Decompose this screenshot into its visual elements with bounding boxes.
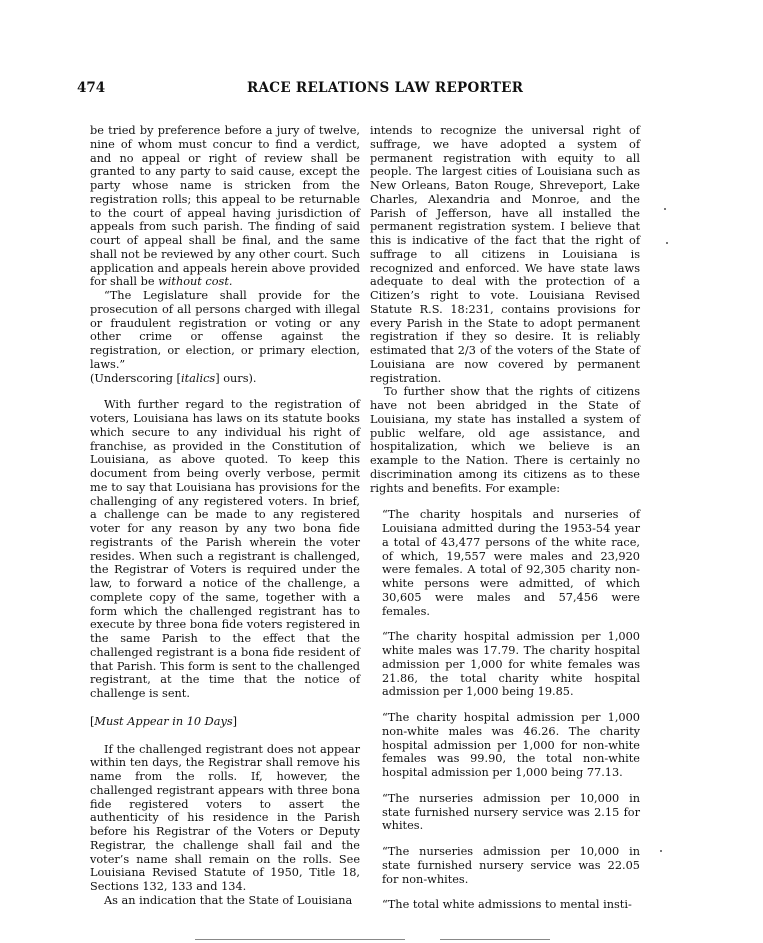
left-column (90, 124, 360, 908)
section-heading (90, 715, 360, 729)
paragraph-text: be tried by preference before a jury of twelve, nine of whom must concur to find a verdict, and no appeal or right of review shall be granted to any party to said cause, except the party whose name is stricken from the registration rolls; this appeal to be returnable to the court of appeal having jurisdiction of appeals from such parish. The finding of said court of appeal shall be final, and the same shall not be reviewed by any other court. Such application and appeals herein above provided for shall be (90, 124, 360, 289)
heading-text: Must Appear in 10 Days (94, 714, 233, 728)
bracket: [ (90, 714, 95, 728)
note-italic: italics (180, 371, 216, 385)
scan-speck (660, 850, 662, 852)
page-number: 474 (77, 80, 106, 96)
scan-edge-line (195, 939, 405, 940)
scan-speck (664, 208, 666, 210)
paragraph: If the challenged registrant does not appear within ten days, the Registrar shall remove his name from the rolls. If, however, the challenged registrant appears with three bona fide registered voters to assert the authenticity of his residence in the Parish before his Registrar of the Voters or Deputy Registrar, the challenge shall fail and the voter’s name shall remain on the rolls. See Louisiana Revised Statute of 1950, Title 18, Sections 132, 133 and 134. (90, 742, 360, 893)
paragraph (90, 124, 360, 289)
quoted-paragraph: “The charity hospitals and nurseries of Louisiana admitted during the 1953-54 year a total of 43,477 persons of the white race, of which, 19,557 were males and 23,920 were females. A total of 92,305 charity non-white persons were admitted, of which 30,605 were males and 57,456 were females. (382, 508, 640, 618)
paragraph: With further regard to the registration of voters, Louisiana has laws on its statute books which secure to any individual his right of franchise, as provided in the Constitution of Louisiana, as above quoted. To keep this document from being overly verbose, permit me to say that Louisiana has provisions for the challenging of any registered voters. In brief, a challenge can be made to any registered voter for any reason by any two bona fide registrants of the Parish wherein the voter resides. When such a registrant is challenged, the Registrar of Voters is required under the law, to forward a notice of the challenge, a complete copy of the same, together with a form which the challenged registrant has to execute by three bona fide voters registered in the same Parish to the effect that the challenged registrant is a bona fide resident of that Parish. This form is sent to the challenged registrant, at the time that the notice of challenge is sent. (90, 398, 360, 700)
paragraph: intends to recognize the universal right of suffrage, we have adopted a system of permanent registration with equity to all people. The largest cities of Louisiana such as New Orleans, Baton Rouge, Shreveport, Lake Charles, Alexandria and Monroe, and the Parish of Jefferson, have all installed the permanent registration system. I believe that this is indicative of the fact that the right of suffrage to all citizens in Louisiana is recognized and enforced. We have state laws adequate to deal with the protection of a Citizen’s right to vote. Louisiana Revised Statute R.S. 18:231, contains provisions for every Parish in the State to adopt permanent registration if they so desire. It is reliably estimated that 2/3 of the voters of the State of Louisiana are now covered by permanent registration. (370, 124, 640, 385)
quoted-paragraph: “The nurseries admission per 10,000 in state furnished nursery service was 2.15 for whites. (382, 791, 640, 833)
underscoring-note (90, 372, 360, 386)
bracket: ] (232, 714, 238, 728)
paragraph: As an indication that the State of Louisiana (104, 893, 353, 907)
note-text: (Underscoring [ (90, 371, 181, 385)
scan-edge-line (440, 939, 550, 940)
italic-text: without cost. (158, 275, 233, 289)
quoted-paragraph: “The Legislature shall provide for the prosecution of all persons charged with illegal or fraudulent registration or voting or any other crime or offense against the registration, or election, or primary election, laws.” (90, 289, 360, 371)
quoted-paragraph: “The nurseries admission per 10,000 in state furnished nursery service was 22.05 for non-whites. (382, 845, 640, 886)
page-header (77, 80, 677, 100)
scan-speck (666, 242, 668, 244)
quoted-paragraph: “The charity hospital admission per 1,000 non-white males was 46.26. The charity hospital admission per 1,000 for non-white females was 99.90, the total non-white hospital admission per 1,000 being 77.13. (382, 711, 640, 779)
quoted-paragraph: “The total white admissions to mental insti- (382, 898, 632, 912)
note-text-end: ] ours). (215, 371, 257, 385)
running-head: RACE RELATIONS LAW REPORTER (247, 80, 524, 96)
right-column (370, 124, 640, 912)
quoted-paragraph: “The charity hospital admission per 1,000 white males was 17.79. The charity hospital admission per 1,000 for white females was 21.86, the total charity white hospital admission per 1,000 being 19.85. (382, 630, 640, 699)
paragraph: To further show that the rights of citizens have not been abridged in the State of Louisiana, my state has installed a system of public welfare, old age assistance, and hospitalization, which we believe is an example to the Nation. There is certainly no discrimination among its citizens as to these rights and benefits. For example: (370, 385, 640, 495)
